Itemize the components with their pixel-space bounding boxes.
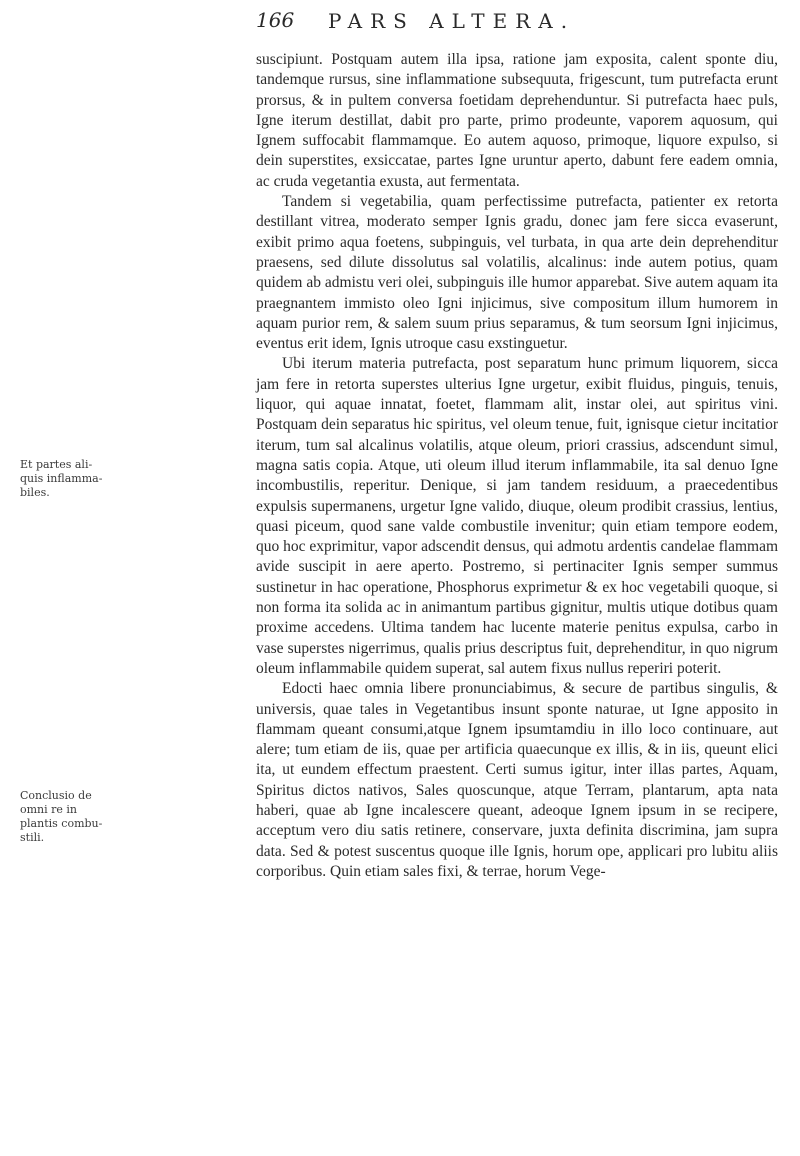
running-head: PARS ALTERA. xyxy=(328,9,576,33)
paragraph: suscipiunt. Postquam autem illa ipsa, ratione jam exposita, calent sponte diu, tandemque rursus, sine inflammatione subsequuta, frigescunt, tum putrefacta erunt prorsus, & in pultem conversa foetidam deprehenduntur. Si putrefacta haec puls, Igne iterum destillat, dabit pro parte, primo prodeunte, vaporem aquosum, qui Ignem suffocabit flammamque. Eo autem aquoso, primoque, liquore expulso, si dein superstites, exsiccatae, partes Igne uruntur aperto, dabunt fere eadem omnia, ac cruda vegetantia exusta, aut fermentata. xyxy=(256,51,778,190)
paragraph: Edocti haec omnia libere pronunciabimus, & secure de partibus singulis, & universis, quae tales in Vegetantibus insunt sponte naturae, ut Igne apposito in flammam queant consumi,atque Ignem ipsumtamdiu in illo loco continuare, aut alere; tum etiam de iis, quae per artificia quaecunque ex illis, & in iis, queunt elici ita, ut eundem effectum praestent. Certi sumus igitur, inter illas partes, Aquam, Spiritus dictos nativos, Sales quoscunque, atque Terram, plantarum, apta nata haberi, quae ab Igne incalescere queant, adeoque Ignem ipsum in se recipere, acceptum vero diu satis retinere, conservare, juxta definita discrimina, jam supra data. Sed & potest suscentus quoque ille Ignis, horum ope, applicari pro lubitu aliis corporibus. Quin etiam sales fixi, & terrae, horum Vege- xyxy=(256,680,778,880)
body-text xyxy=(256,50,778,882)
paragraph: Tandem si vegetabilia, quam perfectissime putrefacta, patienter ex retorta destillant vitrea, moderato semper Ignis gradu, donec jam fere sicca evaserunt, exibit primo aqua foetens, subpinguis, vel turbata, in qua arte dein deprehenditur praesens, sed dilute dissolutus sal volatilis, alcalinus: inde autem potius, quam quidem ab admistu veri olei, subpinguis ille humor apparebat. Sive autem aquam ita praegnantem immisto oleo Igni injicimus, sive compositum illum humorem in aquam purior rem, & salem suum prius separamus, & tum seorsum Igni injicimus, eventus erit idem, Ignis utroque casu exstinguetur. xyxy=(256,193,778,353)
page-number: 166 xyxy=(256,8,295,32)
page-header xyxy=(256,8,776,48)
margin-note: Et partes ali-quis inflamma-biles. xyxy=(20,458,103,499)
margin-note: Conclusio de omni re in plantis combu-stili. xyxy=(20,789,103,844)
paragraph: Ubi iterum materia putrefacta, post separatum hunc primum liquorem, sicca jam fere in retorta superstes ulterius Igne urgetur, exibit fluidus, pinguis, tenuis, liquor, qui aquae innatat, foetet, flammam alit, instar olei, aut spiritus vini. Postquam dein separatus hic spiritus, vel oleum tenue, fuit, ignisque cietur incitatior iterum, tum sal alcalinus volatilis, atque oleum, priori crassius, adscendunt simul, magna satis copia. Atque, uti oleum illud iterum inflammabile, ita sal denuo Igne incombustilis, reperitur. Denique, si jam tandem residuum, a praecedentibus expulsis supermanens, urgetur Igne valido, diuque, oleum prodibit crassius, lentius, quasi piceum, quod sane valde combustile invenitur; quin etiam tempore eodem, quo hoc exprimitur, vapor adscendit densus, qui admotu ardentis candelae flammam avide suscipit in aere aperto. Postremo, si pertinaciter Ignis semper summus sustinetur in hac operatione, Phosphorus exprimetur & ex hoc vegetabili quoque, si non forma ita solida ac in animantum partibus gignitur, multis utique dotibus quam proxime accedens. Ultima tandem hac lucente materie penitus expulsa, carbo in vase superstes nigerrimus, qualis prius descriptus fuit, deprehenditur, in quo nigrum oleum inflammabile quidem superat, sal autem fixus nullus reperiri poterit. xyxy=(256,355,778,677)
